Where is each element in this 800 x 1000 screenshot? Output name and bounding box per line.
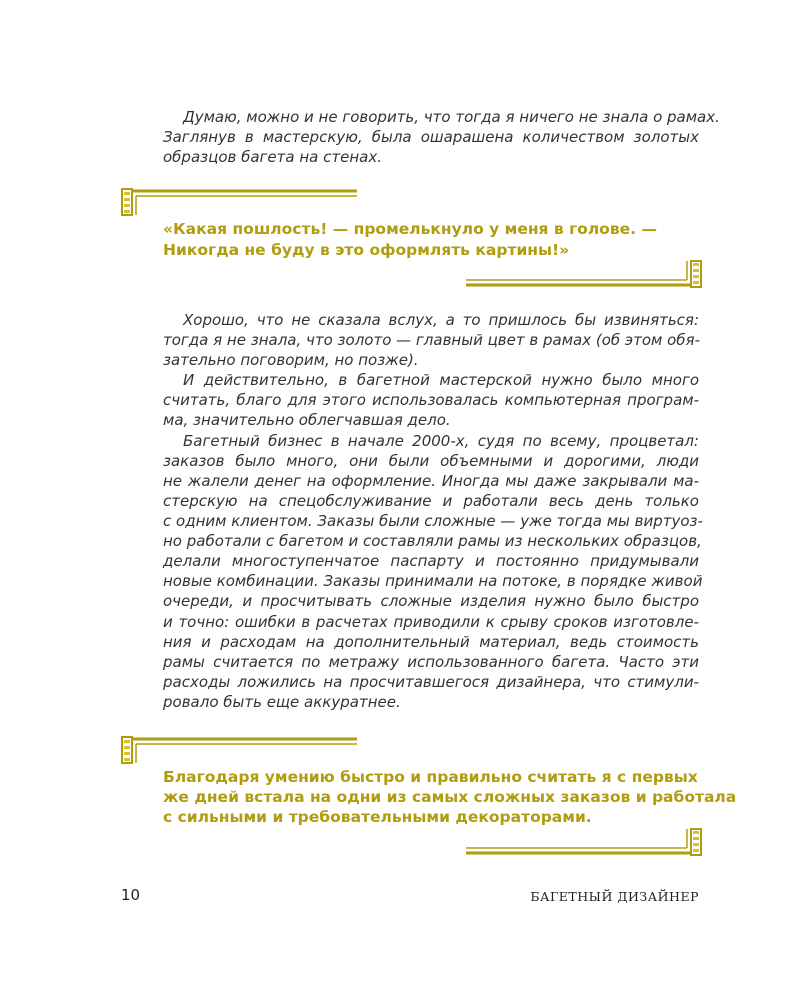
quote-2-line-1: Благодаря умению быстро и правильно считать я с первых	[163, 768, 698, 786]
body-line-8: заказов было много, они были объемными и дорогими, люди	[163, 452, 699, 470]
body-line-16: и точно: ошибки в расчетах приводили к срыву сроков изготовле-	[163, 613, 699, 631]
page-number: 10	[121, 886, 141, 904]
body-line-17: ния и расходам на дополнительный материал, ведь стоимость	[163, 633, 699, 651]
frame-corner-bottom-right-icon	[464, 826, 704, 858]
running-title: БАГЕТНЫЙ ДИЗАЙНЕР	[530, 889, 699, 904]
intro-line-1: Думаю, можно и не говорить, что тогда я ничего не знала о рамах.	[183, 108, 720, 126]
body-line-1: Хорошо, что не сказала вслух, а то пришлось бы извиняться:	[183, 311, 699, 329]
body-line-10: стерскую на спецобслуживание и работали весь день только	[163, 492, 699, 510]
body-line-6: ма, значительно облегчавшая дело.	[163, 411, 451, 429]
body-line-5: считать, благо для этого использовалась компьютерная програм-	[163, 391, 699, 409]
quote-2-line-3: с сильными и требовательными декораторами.	[163, 808, 592, 826]
intro-line-3: образцов багета на стенах.	[163, 148, 382, 166]
body-line-7: Багетный бизнес в начале 2000-х, судя по всему, процветал:	[183, 432, 699, 450]
body-line-18: рамы считается по метражу использованного багета. Часто эти	[163, 653, 699, 671]
frame-corner-top-left-icon	[119, 186, 359, 218]
intro-line-2: Заглянув в мастерскую, была ошарашена количеством золотых	[163, 128, 699, 146]
body-line-11: с одним клиентом. Заказы были сложные — уже тогда мы виртуоз-	[163, 512, 703, 530]
body-line-9: не жалели денег на оформление. Иногда мы даже закрывали ма-	[163, 472, 699, 490]
body-line-14: новые комбинации. Заказы принимали на потоке, в порядке живой	[163, 572, 703, 590]
body-line-3: зательно поговорим, но позже).	[163, 351, 419, 369]
body-line-4: И действительно, в багетной мастерской нужно было много	[183, 371, 699, 389]
body-line-19: расходы ложились на просчитавшегося дизайнера, что стимули-	[163, 673, 699, 691]
body-line-12: но работали с багетом и составляли рамы из нескольких образцов,	[163, 532, 702, 550]
frame-corner-bottom-right-icon	[464, 258, 704, 290]
frame-corner-top-left-icon	[119, 734, 359, 766]
quote-2-line-2: же дней встала на одни из самых сложных заказов и работала	[163, 788, 737, 806]
body-line-2: тогда я не знала, что золото — главный цвет в рамах (об этом обя-	[163, 331, 700, 349]
body-line-13: делали многоступенчатое паспарту и постоянно придумывали	[163, 552, 699, 570]
body-line-15: очереди, и просчитывать сложные изделия нужно было быстро	[163, 592, 699, 610]
quote-1-line-1: «Какая пошлость! — промелькнуло у меня в голове. —	[163, 220, 657, 238]
quote-1-line-2: Никогда не буду в это оформлять картины!»	[163, 241, 570, 259]
body-line-20: ровало быть еще аккуратнее.	[163, 693, 401, 711]
